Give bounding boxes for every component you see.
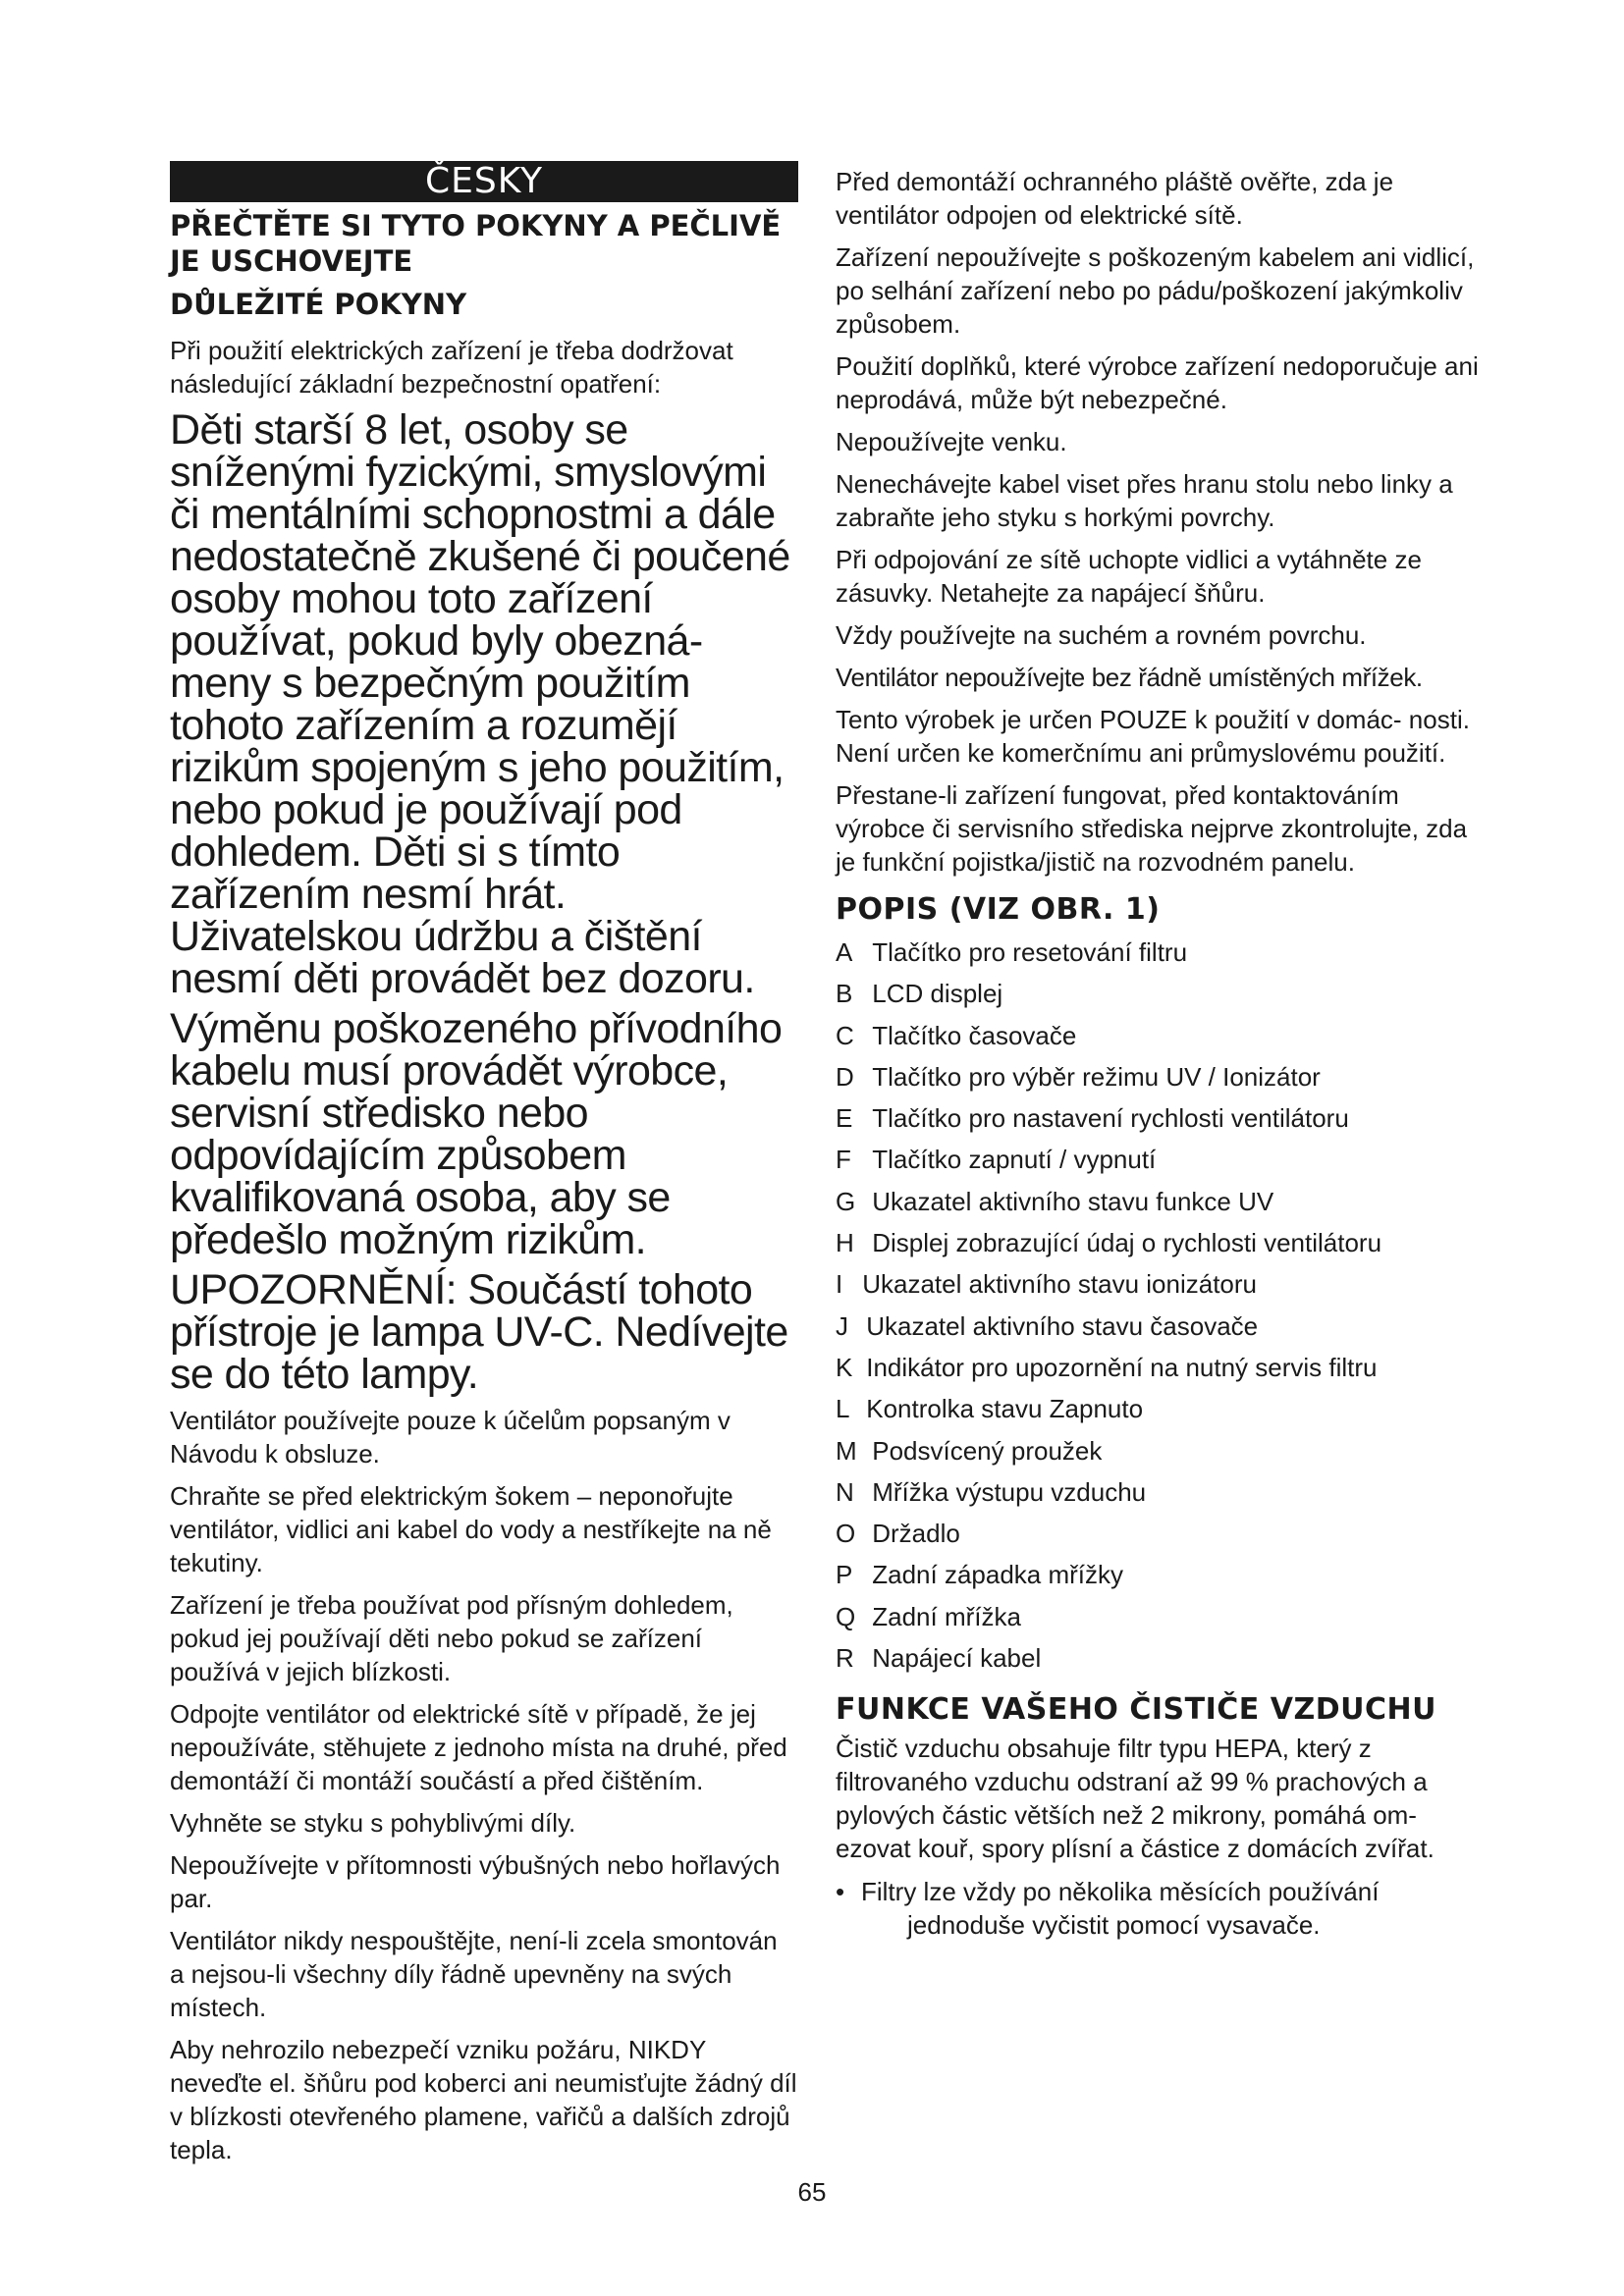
list-item xyxy=(836,1263,1493,1305)
part-letter: E xyxy=(836,1103,853,1134)
part-label: LCD displej xyxy=(872,979,1003,1009)
part-label: Displej zobrazující údaj o rychlosti ventilátoru xyxy=(872,1228,1382,1258)
list-item xyxy=(836,1430,1493,1471)
funkce-paragraph: Čistič vzduchu obsahuje filtr typu HEPA, který z filtrovaného vzduchu odstraní až 99 % prachových a pylových částic větších než 2 mikrony, pomáhá om- ezovat kouř, spory plísní a částice z domácích zvířat. xyxy=(836,1734,1435,1864)
part-label: Kontrolka stavu Zapnuto xyxy=(866,1394,1144,1424)
left-paragraph: Ventilátor používejte pouze k účelům popsaným v Návodu k obsluze. xyxy=(170,1406,731,1468)
left-column xyxy=(170,161,798,2175)
left-paragraph: Zařízení je třeba používat pod přísným dohledem, pokud jej používají děti nebo pokud se zařízení používá v jejich blízkosti. xyxy=(170,1590,733,1686)
left-paragraph: Vyhněte se styku s pohyblivými díly. xyxy=(170,1808,576,1838)
left-paragraph: Ventilátor nikdy nespouštějte, není-li zcela smontován a nejsou-li všechny díly řádně upevněny na svých místech. xyxy=(170,1926,778,2022)
list-item xyxy=(836,1306,1493,1347)
part-letter: B xyxy=(836,979,853,1009)
bullet-icon: • xyxy=(836,1877,845,1907)
right-paragraph: Ventilátor nepoužívejte bez řádně umístěných mřížek. xyxy=(836,663,1423,692)
part-letter: L xyxy=(836,1394,850,1424)
bullet-line: jednoduše vyčistit pomocí vysavače. xyxy=(907,1910,1321,1941)
right-paragraph: Použití doplňků, které výrobce zařízení nedoporučuje ani neprodává, může být nebezpečné. xyxy=(836,351,1479,414)
intro-paragraph: Při použití elektrických zařízení je třeba dodržovat následující základní bezpečnostní opatření: xyxy=(170,336,733,399)
list-item xyxy=(836,1097,1493,1139)
part-letter: C xyxy=(836,1020,854,1050)
right-paragraph: Zařízení nepoužívejte s poškozeným kabelem ani vidlicí, po selhání zařízení nebo po pádu/poškození jakýmkoliv způsobem. xyxy=(836,242,1475,339)
part-label: Tlačítko zapnutí / vypnutí xyxy=(872,1145,1157,1175)
part-label: Podsvícený proužek xyxy=(872,1435,1103,1466)
list-item xyxy=(836,1056,1493,1097)
part-letter: A xyxy=(836,937,853,967)
part-label: Ukazatel aktivního stavu ionizátoru xyxy=(862,1269,1258,1300)
list-item xyxy=(836,1181,1493,1222)
part-label: Zadní mřížka xyxy=(872,1601,1021,1631)
part-label: Tlačítko pro výběr režimu UV / Ionizátor xyxy=(872,1061,1321,1092)
big-warning-uvc: UPOZORNĚNÍ: Součástí tohoto přístroje je lampa UV-C. Nedívejte se do této lampy. xyxy=(170,1266,788,1398)
left-paragraph: Chraňte se před elektrickým šokem – neponořujte ventilátor, vidlici ani kabel do vody a nestříkejte na ně tekutiny. xyxy=(170,1481,772,1577)
right-paragraph: Při odpojování ze sítě uchopte vidlici a vytáhněte ze zásuvky. Netahejte za napájecí šňůru. xyxy=(836,545,1422,608)
part-letter: O xyxy=(836,1519,856,1549)
bullet-line: Filtry lze vždy po několika měsících používání xyxy=(861,1877,1380,1907)
main-heading: PŘEČTĚTE SI TYTO POKYNY A PEČLIVĚ JE USCHOVEJTE xyxy=(170,209,782,278)
page-number: 65 xyxy=(797,2177,827,2207)
part-label: Tlačítko časovače xyxy=(872,1020,1077,1050)
part-label: Tlačítko pro nastavení rychlosti ventilátoru xyxy=(872,1103,1349,1134)
parts-list xyxy=(836,932,1493,1679)
part-label: Napájecí kabel xyxy=(872,1643,1042,1674)
list-item xyxy=(836,1471,1493,1513)
right-paragraph: Tento výrobek je určen POUZE k použití v domác- nosti. Není určen ke komerčnímu ani průmyslovému použití. xyxy=(836,705,1470,768)
language-bar: ČESKY xyxy=(170,161,798,202)
bullet-item xyxy=(836,1875,1493,1942)
list-item xyxy=(836,1347,1493,1388)
list-item xyxy=(836,932,1493,973)
list-item xyxy=(836,1554,1493,1595)
right-paragraph: Vždy používejte na suchém a rovném povrchu. xyxy=(836,620,1367,650)
part-label: Ukazatel aktivního stavu časovače xyxy=(866,1310,1259,1341)
left-paragraph: Aby nehrozilo nebezpečí vzniku požáru, NIKDY neveďte el. šňůru pod koberci ani neumisťujte žádný díl v blízkosti otevřeného plamene, vařičů a dalších zdrojů tepla. xyxy=(170,2035,797,2164)
right-paragraph: Přestane-li zařízení fungovat, před kontaktováním výrobce či servisního střediska nejprve zkontrolujte, zda je funkční pojistka/jistič na rozvodném panelu. xyxy=(836,780,1468,877)
left-paragraph: Nepoužívejte v přítomnosti výbušných nebo hořlavých par. xyxy=(170,1850,781,1913)
part-letter: G xyxy=(836,1186,856,1216)
big-warning-children: Děti starší 8 let, osoby se sníženými fyzickými, smyslovými či mentálními schopnostmi a dále nedostatečně zkušené či poučené osoby mohou toto zařízení používat, pokud byly obezná- meny s bezpečným použitím tohoto zařízením a rozumějí rizikům spojeným s jeho použitím, nebo pokud je používají pod dohledem. Děti si s tímto zařízením nesmí hrát. Uživatelskou údržbu a čištění nesmí děti provádět bez dozoru. xyxy=(170,406,790,1002)
part-label: Zadní západka mřížky xyxy=(872,1560,1124,1590)
right-column xyxy=(836,165,1493,1942)
part-label: Ukazatel aktivního stavu funkce UV xyxy=(872,1186,1274,1216)
list-item xyxy=(836,1388,1493,1429)
list-item xyxy=(836,1637,1493,1679)
right-paragraph: Nenechávejte kabel viset přes hranu stolu nebo linky a zabraňte jeho styku s horkými povrchy. xyxy=(836,469,1453,532)
part-letter: I xyxy=(836,1269,843,1300)
list-item xyxy=(836,1513,1493,1554)
part-letter: F xyxy=(836,1145,851,1175)
left-paragraph: Odpojte ventilátor od elektrické sítě v případě, že jej nepoužíváte, stěhujete z jednoho místa na druhé, před demontáží či montáží součástí a před čištěním. xyxy=(170,1699,787,1795)
right-paragraph: Před demontáží ochranného pláště ověřte, zda je ventilátor odpojen od elektrické sítě. xyxy=(836,167,1394,230)
part-letter: D xyxy=(836,1061,854,1092)
important-heading: DŮLEŽITÉ POKYNY xyxy=(170,288,467,321)
list-item xyxy=(836,1015,1493,1056)
part-label: Tlačítko pro resetování filtru xyxy=(872,937,1188,967)
part-letter: M xyxy=(836,1435,857,1466)
part-letter: N xyxy=(836,1476,854,1507)
big-warning-cable: Výměnu poškozeného přívodního kabelu musí provádět výrobce, servisní středisko nebo odpovídajícím způsobem kvalifikovaná osoba, aby se předešlo možným rizikům. xyxy=(170,1005,783,1263)
part-letter: H xyxy=(836,1228,854,1258)
right-paragraph: Nepoužívejte venku. xyxy=(836,427,1067,456)
list-item xyxy=(836,1596,1493,1637)
part-label: Držadlo xyxy=(872,1519,960,1549)
part-letter: Q xyxy=(836,1601,856,1631)
part-label: Mřížka výstupu vzduchu xyxy=(872,1476,1147,1507)
list-item xyxy=(836,1139,1493,1180)
list-item xyxy=(836,1222,1493,1263)
list-item xyxy=(836,973,1493,1014)
funkce-section-title: FUNKCE VAŠEHO ČISTIČE VZDUCHU xyxy=(836,1692,1436,1728)
part-letter: J xyxy=(836,1310,848,1341)
part-letter: K xyxy=(836,1352,853,1382)
popis-section-title: POPIS (VIZ OBR. 1) xyxy=(836,892,1161,927)
part-letter: R xyxy=(836,1643,854,1674)
bullet-text xyxy=(861,1875,1493,1942)
part-letter: P xyxy=(836,1560,853,1590)
part-label: Indikátor pro upozornění na nutný servis filtru xyxy=(866,1352,1378,1382)
